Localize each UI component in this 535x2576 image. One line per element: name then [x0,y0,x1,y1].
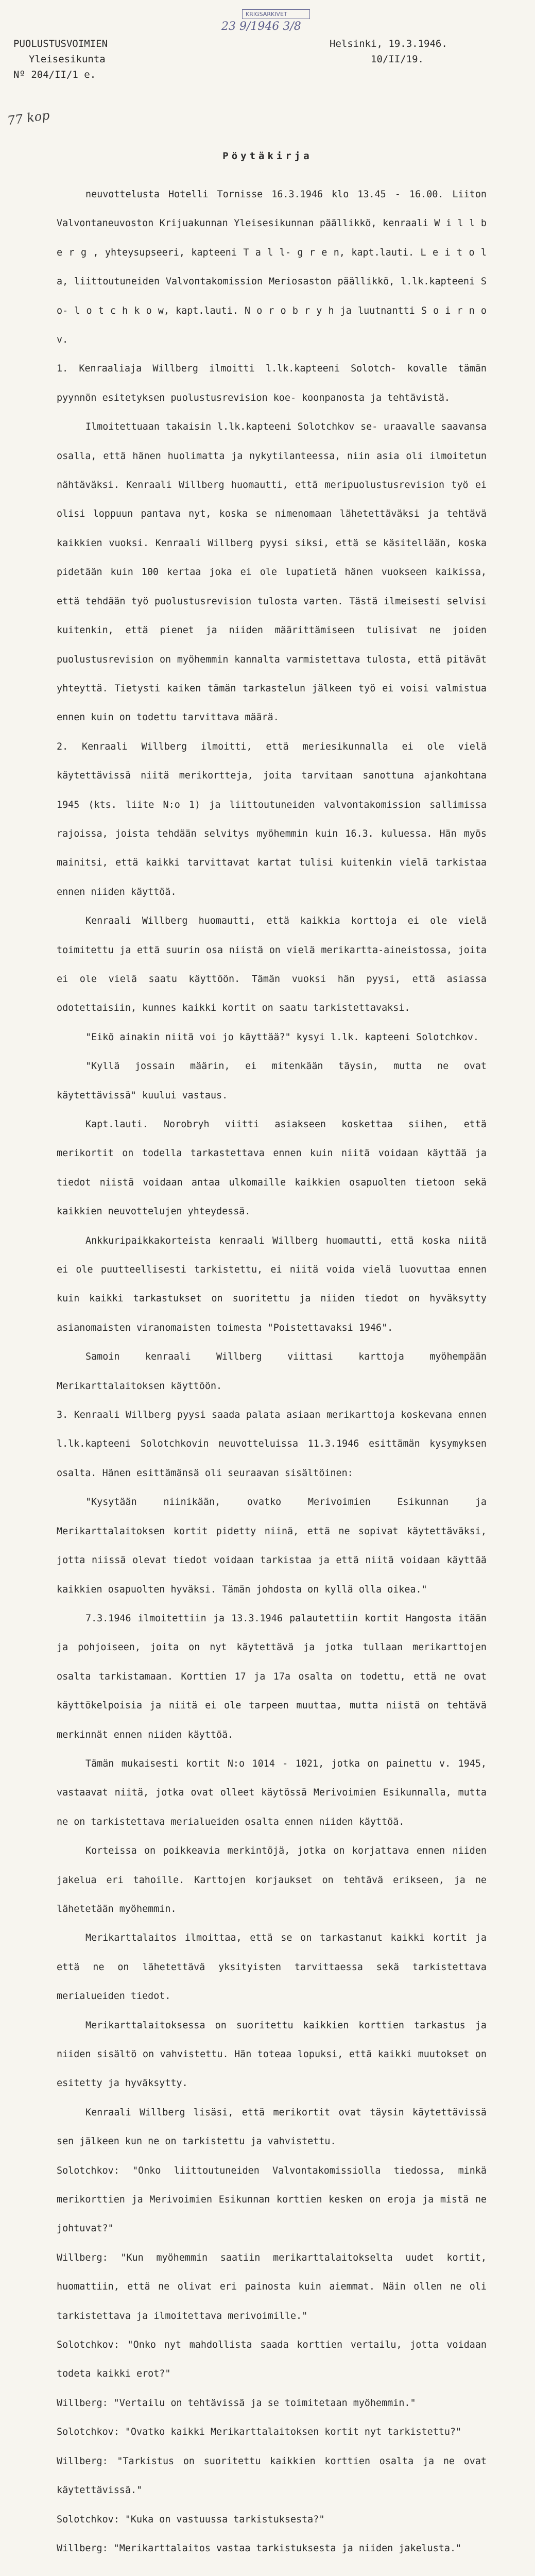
body-paragraph: 2. Kenraali Willberg ilmoitti, että meriesikunnalla ei ole vielä käytettävissä niitä merikortteja, joita tarvitaan sanottuna ajankohtana 1945 (kts. liite N:o 1) ja liittoutuneiden valvontakomission sallimissa rajoissa, joista tehdään selvitys myöhemmin kuin 16.3. kuluessa. Hän myös mainitsi, että kaikki tarvittavat kartat tulisi kuitenkin vielä tarkistaa ennen niiden käyttöä. [57,741,487,897]
body-paragraph: Merikarttalaitoksessa on suoritettu kaikkien korttien tarkastus ja niiden sisältö on vahvistettu. Hän toteaa lopuksi, että kaikki muutokset on esitetty ja hyväksytty. [57,2020,487,2089]
body-paragraph: "Eikö ainakin niitä voi jo käyttää?" kysyi l.lk. kapteeni Solotchkov. [85,1031,479,1043]
body-paragraph: Solotchkov: "Kuka on vastuussa tarkistuksesta?" [57,2514,325,2525]
body-paragraph: Solotchkov: "Ovatko kaikki Merikarttalaitoksen kortit nyt tarkistettu?" [57,2427,462,2438]
body-paragraph: Willberg: "Merikarttalaitos vastaa tarkistuksesta ja niiden jakelusta." [57,2543,462,2554]
body-paragraph: 7.3.1946 ilmoitettiin ja 13.3.1946 palautettiin kortit Hangosta itään ja pohjoiseen, joita on nyt käytettävä ja jotka tullaan merikarttojen osalta tarkistamaan. Korttien 17 ja 17a osalta on todettu, että ne ovat käyttökelpoisia ja niitä ei ole tarpeen muuttaa, mutta niistä on tehtävä merkinnät ennen niiden käyttöä. [57,1613,487,1740]
document-code: 10/II/19. [371,54,424,65]
body-paragraph: Kenraali Willberg huomautti, että kaikkia korttoja ei ole vielä toimitettu ja että suurin osa niistä on vielä merikartta-aineistossa, joita ei ole vielä saatu käyttöön. Tämän vuoksi hän pyysi, että asiassa odotettaisiin, kunnes kaikki kortit on saatu tarkistettavaksi. [57,916,487,1014]
handwritten-signature: 23 9/1946 3/8 [221,20,301,33]
body-paragraph: Kapt.lauti. Norobryh viitti asiakseen koskettaa siihen, että merikortit on todella tarkastettava ennen kuin niitä voidaan käyttää ja tiedot niistä voidaan antaa ulkomaille kaikkien osapuolten tietoon sekä kaikkien neuvottelujen yhteydessä. [57,1119,487,1217]
body-paragraph: Kenraali Willberg lisäsi, että merikortit ovat täysin käytettävissä sen jälkeen kun ne on tarkistettu ja vahvistettu. [57,2107,487,2147]
page-title: Pöytäkirja [222,150,313,162]
body-paragraph: 3. Kenraali Willberg pyysi saada palata asiaan merikarttoja koskevana ennen l.lk.kapteeni Solotchkovin neuvotteluissa 11.3.1946 esittämän kysymyksen osalta. Hänen esittämänsä oli seuraavan sisältöinen: [57,1410,487,1479]
body-paragraph: neuvottelusta Hotelli Tornisse 16.3.1946 klo 13.45 - 16.00. Liiton Valvontaneuvoston Krijuakunnan Yleisesikunnan päällikkö, kenraali W i l l b e r g , yhteysupseeri, kapteeni T a l l- g r e n, kapt.lauti. L e i t o l a, liittoutuneiden Valvontakomission Meriosaston päällikkö, l.lk.kapteeni S o- l o t c h k o w, kapt.lauti. N o r o b r y h ja luutnantti S o i r n o v. [57,189,487,346]
body-paragraph: Merikarttalaitos ilmoittaa, että se on tarkastanut kaikki kortit ja että ne on lähetettävä yksityisten tarvittaessa sekä tarkistettava merialueiden tiedot. [57,1933,487,2002]
document-body [57,180,487,2563]
place-date: Helsinki, 19.3.1946. [330,38,447,49]
body-paragraph: "Kysytään niinikään, ovatko Merivoimien Esikunnan ja Merikarttalaitoksen kortit pidetty niinä, että ne sopivat käytettäväksi, jotta niissä olevat tiedot voidaan tarkistaa ja että niitä voidaan käyttää kaikkien osapuolten hyväksi. Tämän johdosta on kyllä olla oikea." [57,1497,487,1595]
header-left [13,36,108,82]
body-paragraph: Willberg: "Vertailu on tehtävissä ja se toimitetaan myöhemmin." [57,2397,416,2409]
reference-number: Nº 204/II/1 e. [13,69,96,80]
body-paragraph: Solotchkov: "Onko nyt mahdollista saada korttien vertailu, jotta voidaan todeta kaikki erot?" [57,2340,487,2380]
marginal-handwritten-note: 77 kop [6,108,51,128]
body-paragraph: Korteissa on poikkeavia merkintöjä, jotka on korjattava ennen niiden jakelua eri tahoille. Karttojen korjaukset on tehtävä erikseen, ja ne lähetetään myöhemmin. [57,1845,487,1914]
body-paragraph: 1. Kenraaliaja Willberg ilmoitti l.lk.kapteeni Solotch- kovalle tämän pyynnön esitetyksen puolustusrevision koe- koonpanosta ja tehtävistä. [57,363,487,403]
body-paragraph: Tämän mukaisesti kortit N:o 1014 - 1021, jotka on painettu v. 1945, vastaavat niitä, jotka ovat olleet käytössä Merivoimien Esikunnalla, mutta ne on tarkistettava merialueiden osalta ennen niiden käyttöä. [57,1758,487,1827]
header-right [330,38,447,67]
body-paragraph: "Kyllä jossain määrin, ei mitenkään täysin, mutta ne ovat käytettävissä" kuului vastaus. [57,1061,487,1101]
body-paragraph: Solotchkov: "Onko liittoutuneiden Valvontakomissiolla tiedossa, minkä merikorttien ja Merivoimien Esikunnan korttien kesken on eroja ja mistä ne johtuvat?" [57,2165,487,2234]
body-paragraph: Willberg: "Tarkistus on suoritettu kaikkien korttien osalta ja ne ovat käytettävissä." [57,2455,487,2496]
org-line-2: Yleisesikunta [29,54,106,65]
body-paragraph: Ilmoitettuaan takaisin l.lk.kapteeni Solotchkov se- uraavalle saavansa osalla, että hänen huolimatta ja nykytilanteessa, niin asia oli ilmoitetun nähtäväksi. Kenraali Willberg huomautti, että meripuolustusrevision työ ei olisi loppuun pantava nyt, koska se nimenomaan lähetettäväksi ja tehtävä kaikkien vuoksi. Kenraali Willberg pyysi siksi, että se käsitellään, koska pidetään kuin 100 kertaa joka ei ole lupatietä hänen vuokseen kaikissa, että tehdään työ puolustusrevision tulosta varten. Tästä ilmeisesti selvisi kuitenkin, että pienet ja niiden määrittämiseen tulisivat ne joiden puolustusrevision on myöhemmin kannalta varmistettava tulosta, että pitävät yhteyttä. Tietysti kaiken tämän tarkastelun jälkeen työ ei voisi valmistua ennen kuin on todettu tarvittava määrä. [57,421,487,723]
stamp-text: KRIGSARKIVET [242,9,310,19]
body-paragraph: Ankkuripaikkakorteista kenraali Willberg huomautti, että koska niitä ei ole puutteellisesti tarkistettu, ei niitä voida vielä luovuttaa ennen kuin kaikki tarkastukset on suoritettu ja niiden tiedot on hyväksytty asianomaisten viranomaisten toimesta "Poistettavaksi 1946". [57,1235,487,1333]
body-paragraph: Willberg: "Kun myöhemmin saatiin merikarttalaitokselta uudet kortit, huomattiin, että ne olivat eri painosta kuin aiemmat. Näin ollen ne oli tarkistettava ja ilmoitettava merivoimille." [57,2252,487,2321]
archive-stamp [221,9,330,45]
org-line-1: PUOLUSTUSVOIMIEN [13,38,108,49]
body-paragraph: Samoin kenraali Willberg viittasi karttoja myöhempään Merikarttalaitoksen käyttöön. [57,1351,487,1392]
